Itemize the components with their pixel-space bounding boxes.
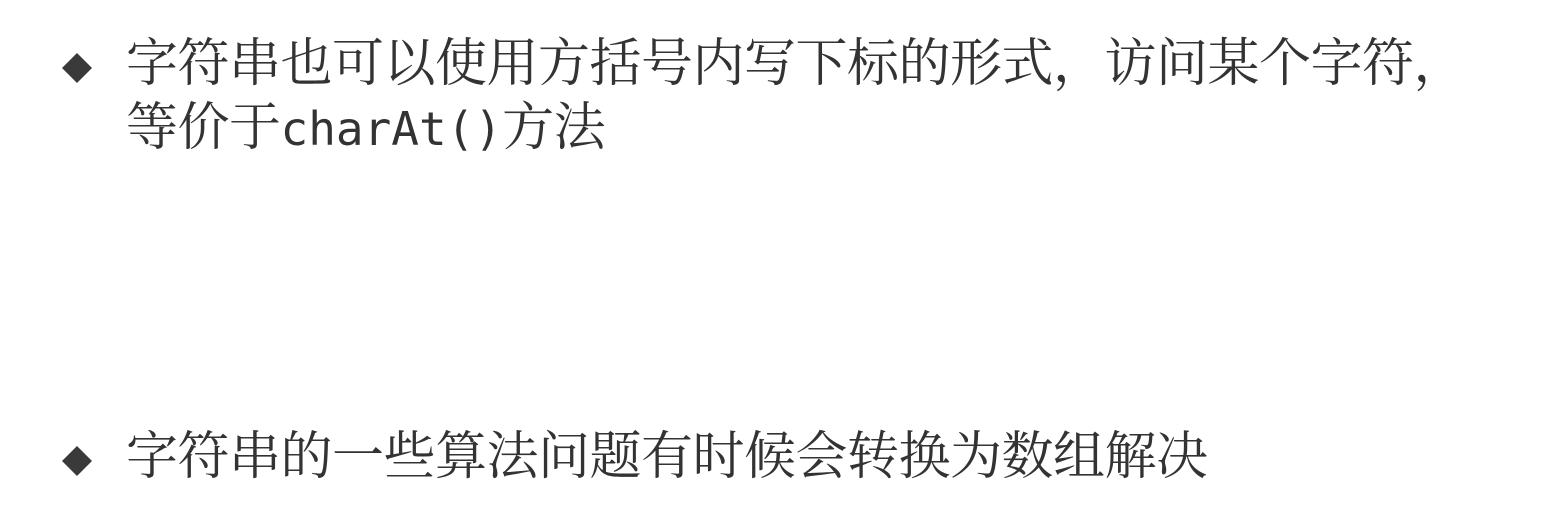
bullet-item-2 <box>52 425 1208 489</box>
code-snippet: charAt() <box>280 102 503 156</box>
diamond-bullet-icon <box>62 446 92 476</box>
diamond-bullet-icon <box>62 53 92 83</box>
line-suffix: 方法 <box>502 98 606 158</box>
bullet-line-1: 字符串也可以使用方括号内写下标的形式，访问某个字符， <box>126 34 1466 94</box>
bullet-item-1 <box>52 32 1465 161</box>
line-prefix: 等价于 <box>126 98 281 158</box>
bullet-text <box>126 32 1465 161</box>
bullet-text <box>126 425 1208 489</box>
bullet-line-1: 字符串的一些算法问题有时候会转换为数组解决 <box>126 427 1208 487</box>
bullet-line-2 <box>126 96 1465 161</box>
